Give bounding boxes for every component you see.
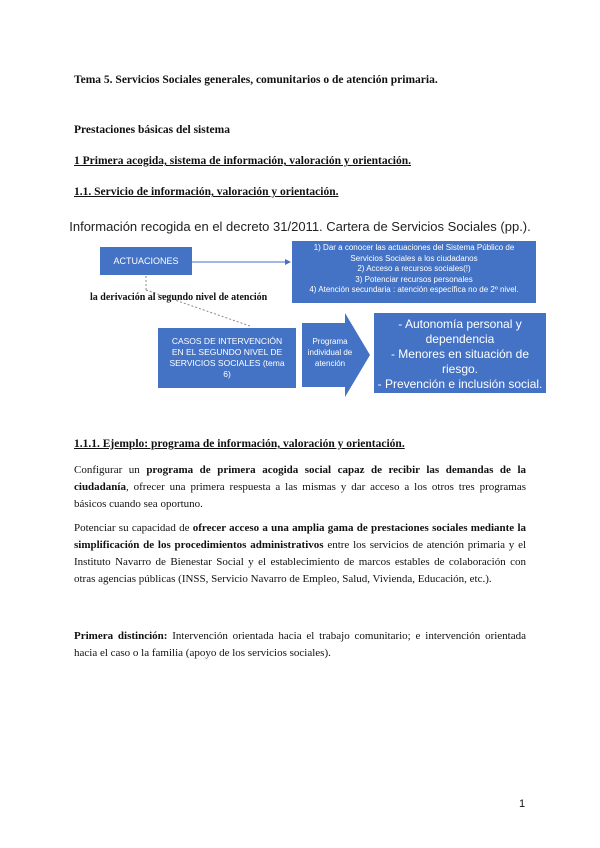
para2-text: Potenciar su capacidad de	[74, 522, 193, 534]
page-number: 1	[519, 798, 526, 810]
derivacion-label: la derivación al segundo nivel de atención	[90, 292, 268, 303]
outcome-item: - Prevención e inclusión social.	[377, 377, 543, 391]
para2-text: entre los servicios de atención primaria y el Instituto Navarro de Bienestar Social y el establecimiento de marcos estables de colaboración con otras agencias públicas (INSS, Servicio Navarro de Empleo, Salud, Vivienda, Educación, etc.).	[74, 539, 527, 585]
casos-box	[158, 328, 296, 388]
para3-text: Intervención orientada hacia el trabajo comunitario; e intervención orientada hacia el caso o la familia (apoyo de los servicios sociales).	[74, 630, 526, 659]
paragraph-3	[74, 628, 526, 662]
actuaciones-list-item: 2) Acceso a recursos sociales(!)	[357, 264, 471, 273]
paragraph-2	[74, 520, 526, 588]
actuaciones-list-item: 1) Dar a conocer las actuaciones del Sistema Público de Servicios Sociales a los ciudadanos	[313, 243, 515, 263]
outcomes-box	[374, 313, 546, 393]
actuaciones-list-item: 4) Atención secundaria : atención específica no de 2º nivel.	[309, 285, 519, 294]
heading-ejemplo: 1.1.1. Ejemplo: programa de información, valoración y orientación.	[74, 438, 405, 450]
paragraph-1	[74, 462, 526, 513]
heading-primera-acogida: 1 Primera acogida, sistema de información, valoración y orientación.	[74, 155, 411, 167]
outcome-item: - Autonomía personal y dependencia	[398, 317, 522, 346]
outcome-item: - Menores en situación de riesgo.	[390, 347, 530, 376]
para2-bold: ofrecer acceso a una amplia gama de prestaciones sociales mediante la simplificación de los procedimientos administrativos	[74, 522, 526, 551]
para1-bold: programa de primera acogida social capaz de recibir las demandas de la ciudadanía	[74, 464, 527, 493]
page-title: Tema 5. Servicios Sociales generales, comunitarios o de atención primaria.	[74, 74, 438, 86]
actuaciones-label: ACTUACIONES	[113, 256, 179, 266]
heading-prestaciones: Prestaciones básicas del sistema	[74, 124, 230, 136]
para1-text: Configurar un	[74, 464, 147, 476]
heading-servicio: 1.1. Servicio de información, valoración y orientación.	[74, 186, 339, 198]
actuaciones-list-item: 3) Potenciar recursos personales	[355, 274, 473, 284]
programa-label: Programa individual de atención	[307, 337, 353, 368]
diagram-title: Información recogida en el decreto 31/2011. Cartera de Servicios Sociales (pp.).	[69, 219, 531, 234]
para1-text: , ofrecer una primera respuesta a las mismas y dar acceso a los otros tres programas básicos cuando sea oportuno.	[74, 481, 526, 510]
casos-label: CASOS DE INTERVENCIÓN EN EL SEGUNDO NIVEL DE SERVICIOS SOCIALES (tema 6)	[169, 336, 285, 379]
para3-bold: Primera distinción:	[74, 630, 168, 642]
